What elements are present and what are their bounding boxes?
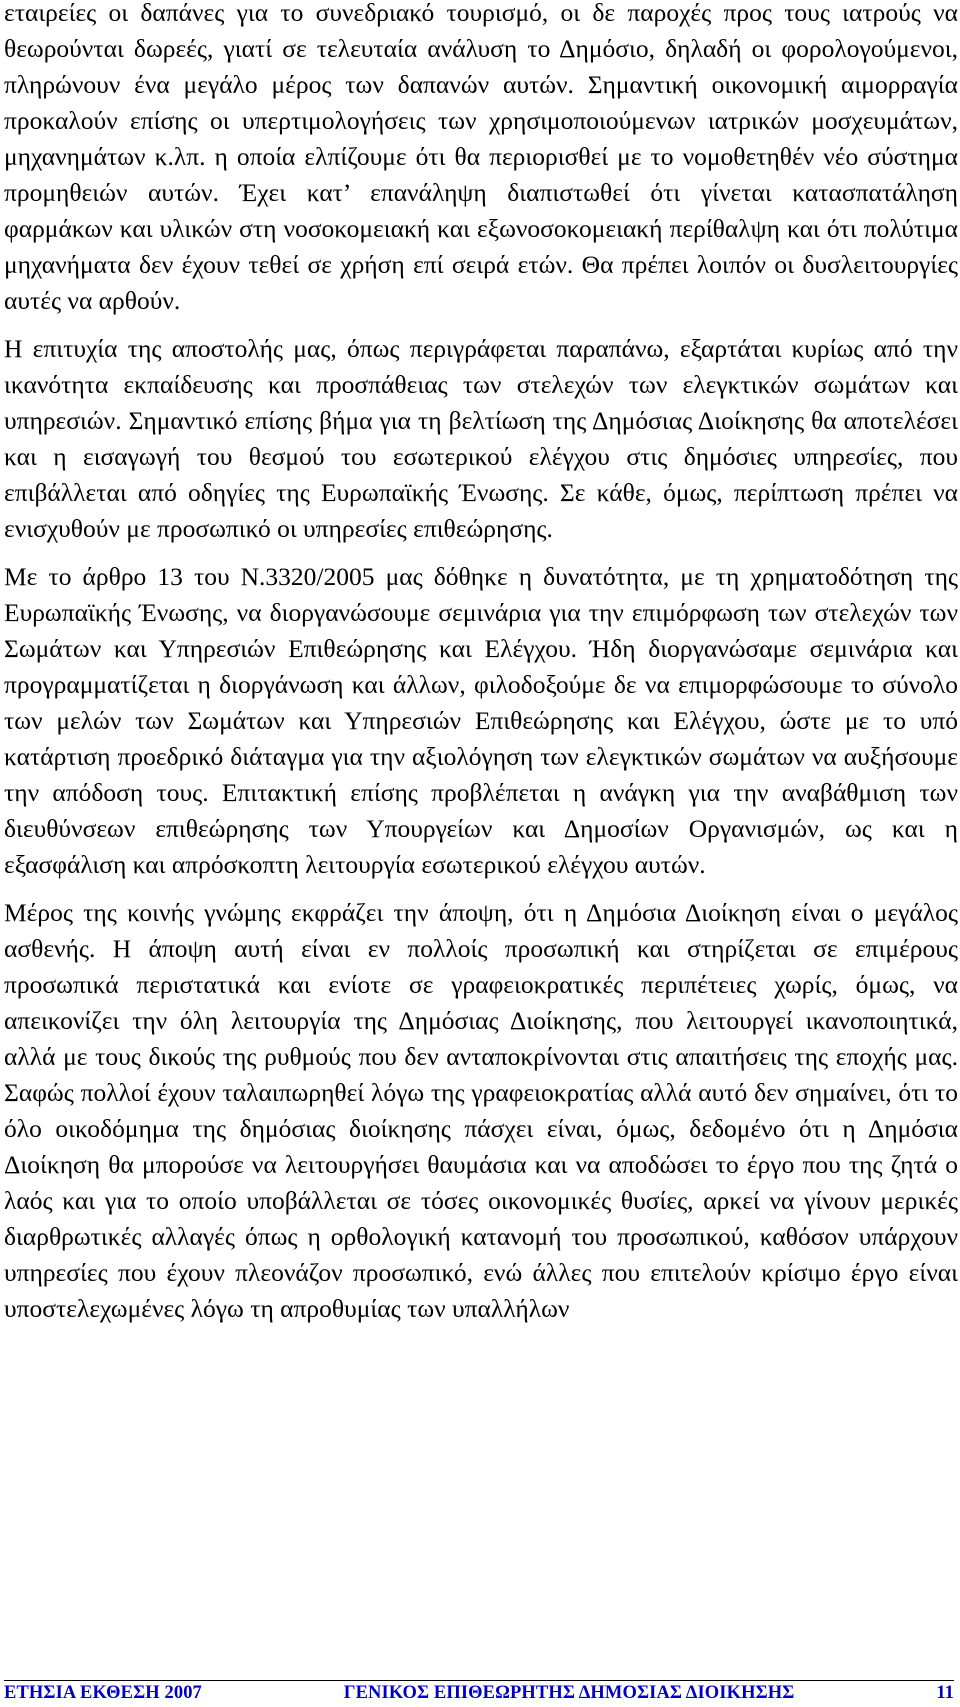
paragraph-4: Μέρος της κοινής γνώμης εκφράζει την άποψη, ότι η Δημόσια Διοίκηση είναι ο μεγάλος ασθενής. Η άποψη αυτή είναι εν πολλοίς προσωπική και στηρίζεται σε επιμέρους προσωπικά περιστατικά και ενίοτε σε γραφειοκρατικές περιπέτειες χωρίς, όμως, να απεικονίζει την όλη λειτουργία της Δημόσιας Διοίκησης, που λειτουργεί ικανοποιητικά, αλλά με τους δικούς της ρυθμούς που δεν ανταποκρίνονται στις απαιτήσεις της εποχής μας. Σαφώς πολλοί έχουν ταλαιπωρηθεί λόγω της γραφειοκρατίας αλλά αυτό δεν σημαίνει, ότι το όλο οικοδόμημα της δημόσιας διοίκησης πάσχει είναι, όμως, δεδομένο ότι η Δημόσια Διοίκηση θα μπορούσε να λειτουργήσει θαυμάσια και να αποδώσει το έργο που της ζητά ο λαός και για το οποίο υποβάλλεται σε τόσες οικονομικές θυσίες, αρκεί να γίνουν μερικές διαρθρωτικές αλλαγές όπως η ορθολογική κατανομή του προσωπικού, καθόσον υπάρχουν υπηρεσίες που έχουν πλεονάζον προσωπικό, ενώ άλλες που επιτελούν κρίσιμο έργο είναι υποστελεχωμένες λόγω τη απροθυμίας των υπαλλήλων (4, 898, 958, 1323)
paragraph-3: Με το άρθρο 13 του Ν.3320/2005 μας δόθηκε η δυνατότητα, με τη χρηματοδότηση της Ευρωπαϊκής Ένωσης, να διοργανώσουμε σεμινάρια για την επιμόρφωση των στελεχών των Σωμάτων και Υπηρεσιών Επιθεώρησης και Ελέγχου. Ήδη διοργανώσαμε σεμινάρια και προγραμματίζεται η διοργάνωση και άλλων, φιλοδοξούμε δε να επιμορφώσουμε το σύνολο των μελών των Σωμάτων και Υπηρεσιών Επιθεώρησης και Ελέγχου, ώστε με το υπό κατάρτιση προεδρικό διάταγμα για την αξιολόγηση των ελεγκτικών σωμάτων να αυξήσουμε την απόδοση τους. Επιτακτική επίσης προβλέπεται η ανάγκη για την αναβάθμιση των διευθύνσεων επιθεώρησης των Υπουργείων και Δημοσίων Οργανισμών, ως και η εξασφάλιση και απρόσκοπτη λειτουργία εσωτερικού ελέγχου αυτών. (4, 562, 958, 879)
footer-organization: ΓΕΝΙΚΟΣ ΕΠΙΘΕΩΡΗΤΗΣ ΔΗΜΟΣΙΑΣ ΔΙΟΙΚΗΣΗΣ (343, 1683, 795, 1703)
paragraph-2: Η επιτυχία της αποστολής μας, όπως περιγράφεται παραπάνω, εξαρτάται κυρίως από την ικανότητα εκπαίδευσης και προσπάθειας των στελεχών των ελεγκτικών σωμάτων και υπηρεσιών. Σημαντικό επίσης βήμα για τη βελτίωση της Δημόσιας Διοίκησης θα αποτελέσει και η εισαγωγή του θεσμού του εσωτερικού ελέγχου στις δημόσιες υπηρεσίες, που επιβάλλεται από οδηγίες της Ευρωπαϊκής Ένωσης. Σε κάθε, όμως, περίπτωση πρέπει να ενισχυθούν με προσωπικό οι υπηρεσίες επιθεώρησης. (4, 334, 958, 543)
page-footer (4, 1680, 954, 1705)
paragraph-1: εταιρείες οι δαπάνες για το συνεδριακό τουρισμό, οι δε παροχές προς τους ιατρούς να θεωρούνται δωρεές, γιατί σε τελευταία ανάλυση το Δημόσιο, δηλαδή οι φορολογούμενοι, πληρώνουν ένα μεγάλο μέρος των δαπανών αυτών. Σημαντική οικονομική αιμορραγία προκαλούν επίσης οι υπερτιμολογήσεις των χρησιμοποιούμενων ιατρικών μοσχευμάτων, μηχανημάτων κ.λπ. η οποία ελπίζουμε ότι θα περιορισθεί με το νομοθετηθέν νέο σύστημα προμηθειών αυτών. Έχει κατ’ επανάληψη διαπιστωθεί ότι γίνεται κατασπατάληση φαρμάκων και υλικών στη νοσοκομειακή και εξωνοσοκομειακή περίθαλψη και ότι πολύτιμα μηχανήματα δεν έχουν τεθεί σε χρήση επί σειρά ετών. Θα πρέπει λοιπόν οι δυσλειτουργίες αυτές να αρθούν. (4, 0, 958, 315)
footer-page-number: 11 (936, 1683, 954, 1703)
body-text (4, 0, 958, 1339)
footer-report-title: ΕΤΗΣΙΑ ΕΚΘΕΣΗ 2007 (4, 1683, 202, 1703)
